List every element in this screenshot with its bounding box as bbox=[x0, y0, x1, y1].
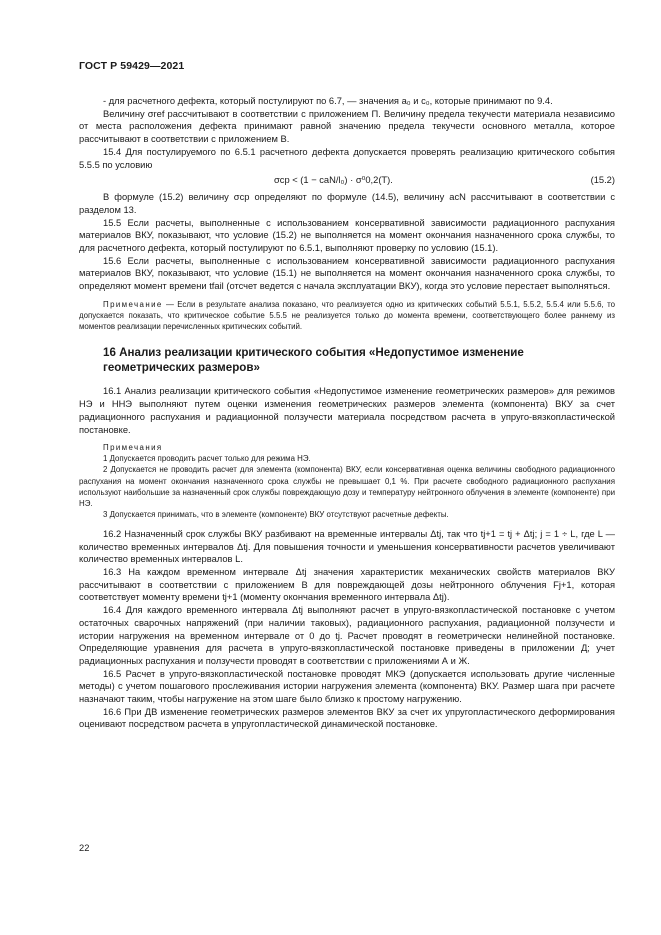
note-item: 3 Допускается принимать, что в элементе (компоненте) ВКУ отсутствуют расчетные дефекты. bbox=[103, 509, 449, 519]
paragraph: Величину σref рассчитывают в соответствии с приложением П. Величину предела текучести материала независимо от места расположения дефекта принимают равной значению предела текучести основного металла, которое рассчитывают в соответствии с приложением В. bbox=[79, 108, 615, 145]
paragraph: 16.4 Для каждого временного интервала Δtj выполняют расчет в упруго-вязкопластической постановке с учетом остаточных сварочных напряжений (при наличии таковых), радиационного распухания, радиационной ползучести и истории нагружения на временном интервале от 0 до tj. Расчет проводят в геометрически нелинейной постановке. Определяющие уравнения для расчета в упруго-вязкопластической постановке приведены в приложении Д; учет радиационных распухания и ползучести проводят в соответствии с приложениями А и Ж. bbox=[79, 605, 615, 666]
note-15 bbox=[79, 299, 615, 333]
note-text: — Если в результате анализа показано, что реализуется одно из критических событий 5.5.1, 5.5.2, 5.5.4 или 5.5.6, то допускается показать, что критическое событие 5.5.5 не реализуется только до момента времени, соответствующего более раннему из моментов реализации перечисленных критических событий. bbox=[79, 299, 615, 332]
page-number: 22 bbox=[79, 843, 90, 853]
note-item: 1 Допускается проводить расчет только для режима НЭ. bbox=[103, 454, 311, 464]
note-item: 2 Допускается не проводить расчет для элемента (компонента) ВКУ, если консервативная оценка величины свободного радиационного распухания на момент окончания назначенного срока службы не превышает 0,1 %. При расчете свободного радиационного распухания используют наибольшие за назначенный срок службы повреждающую дозу и температуру нейтронного облучения в элементе (компоненте) при НЭ. bbox=[79, 465, 615, 508]
paragraph: 16.2 Назначенный срок службы ВКУ разбивают на временные интервалы Δtj, так что tj+1 = tj + Δtj; j = 1 ÷ L, где L — количество временных интервалов Δtj. Для повышения точности и уменьшения консервативности расчетов увеличивают количество временных интервалов L. bbox=[79, 528, 615, 565]
notes-title: Примечания bbox=[103, 443, 163, 453]
section-16-heading: 16 Анализ реализации критического события «Недопустимое изменение геометрических размеров» bbox=[103, 346, 524, 374]
paragraph: 16.3 На каждом временном интервале Δtj значения характеристик механических свойств материалов ВКУ рассчитывают в соответствии с приложением В для повреждающей дозы нейтронного облучения Fj+1, которая соответствует моменту времени tj+1 (моменту окончания временного интервала Δtj). bbox=[79, 567, 615, 603]
formula-number: (15.2) bbox=[590, 175, 615, 186]
formula-15-2 bbox=[79, 173, 615, 188]
notes-16-1 bbox=[79, 442, 615, 520]
standard-designation: ГОСТ Р 59429—2021 bbox=[79, 60, 185, 72]
paragraph: В формуле (15.2) величину σcp определяют по формуле (14.5), величину acN рассчитывают в соответствии с разделом 13. bbox=[79, 192, 615, 215]
page-content bbox=[79, 95, 615, 731]
paragraph: - для расчетного дефекта, который постулируют по 6.7, — значения a₀ и c₀, которые принимают по 9.4. bbox=[103, 96, 553, 106]
paragraph: 16.6 При ДВ изменение геометрических размеров элементов ВКУ за счет их упругопластического деформирования оценивают посредством расчета в упругопластической динамической постановке. bbox=[79, 706, 615, 730]
note-label: Примечание bbox=[103, 299, 163, 309]
paragraph: 16.1 Анализ реализации критического события «Недопустимое изменение геометрических размеров» для режимов НЭ и ННЭ выполняют путем оценки изменения геометрических размеров элемента (компонента) ВКУ за счет радиационного распухания и радиационной ползучести материала посредством расчета в упруго-вязкопластической постановке. bbox=[79, 386, 615, 435]
paragraph: 16.5 Расчет в упруго-вязкопластической постановке проводят МКЭ (допускается использовать другие численные методы) с учетом пошагового прослеживания истории нагружения элемента (компонента) ВКУ. Размер шага при расчете назначают таким, чтобы нагружение на этом шаге было близко к простому нагружению. bbox=[79, 668, 615, 705]
paragraph: 15.5 Если расчеты, выполненные с использованием консервативной зависимости радиационного распухания материалов ВКУ, показывают, что условие (15.2) не выполняется на момент окончания назначенного срока службы, то для расчетного дефекта, который постулируют по 6.5.1, выполняют проверку по условию (15.1). bbox=[79, 217, 615, 254]
paragraph: 15.4 Для постулируемого по 6.5.1 расчетного дефекта допускается проверять реализацию критического события 5.5.5 по условию bbox=[79, 146, 615, 170]
formula-expression: σcp < (1 − caN/l₀) · σ⁰0,2(T). bbox=[274, 175, 393, 186]
paragraph: 15.6 Если расчеты, выполненные с использованием консервативной зависимости радиационного распухания материалов ВКУ, показывают, что условие (15.1) не выполняется на момент окончания назначенного срока службы, то определяют момент времени tfail (отсчет ведется с начала эксплуатации ВКУ), когда это условие перестает выполняться. bbox=[79, 255, 615, 292]
